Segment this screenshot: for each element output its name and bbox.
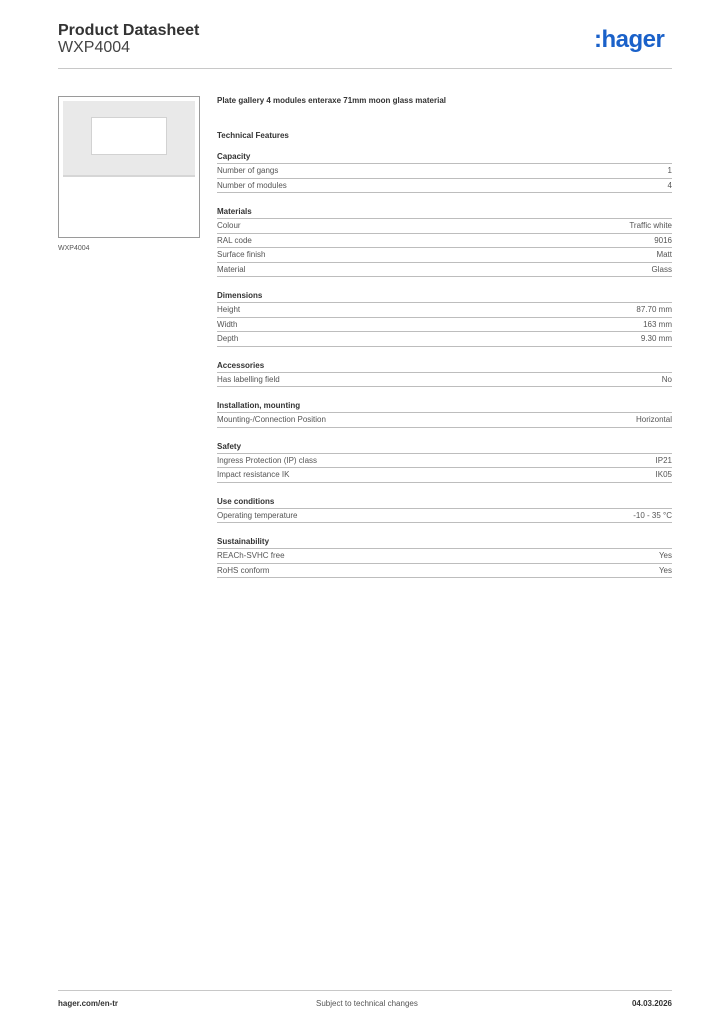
- hager-logo: [594, 28, 664, 52]
- spec-value: IK05: [655, 470, 672, 479]
- spec-row: [217, 219, 672, 234]
- spec-value: Yes: [658, 551, 672, 560]
- spec-label: Height: [217, 305, 241, 314]
- spec-value: 163 mm: [643, 319, 672, 329]
- spec-row: [217, 468, 672, 483]
- specification-content: [217, 96, 672, 578]
- spec-label: Width: [217, 319, 238, 329]
- spec-label: Operating temperature: [217, 510, 298, 520]
- spec-label: Ingress Protection (IP) class: [217, 455, 318, 465]
- spec-label: Depth: [217, 334, 239, 343]
- spec-value: 4: [667, 180, 672, 190]
- product-description: Plate gallery 4 modules enteraxe 71mm moon glass material: [217, 96, 446, 105]
- spec-row: [217, 303, 672, 318]
- spec-value: -10 - 35 °C: [633, 510, 672, 520]
- spec-row: [217, 413, 672, 428]
- footer-divider: [58, 990, 672, 991]
- spec-label: Number of gangs: [217, 166, 279, 175]
- spec-label: Material: [217, 264, 246, 274]
- spec-row: [217, 454, 672, 469]
- spec-label: Colour: [217, 221, 241, 230]
- spec-section-title: Materials: [217, 207, 672, 219]
- spec-row: [217, 373, 672, 388]
- spec-section-title: Sustainability: [217, 537, 672, 549]
- spec-label: Impact resistance IK: [217, 470, 290, 479]
- spec-value: Traffic white: [629, 221, 672, 230]
- spec-value: Matt: [656, 250, 672, 259]
- plate-module-window: [91, 117, 167, 155]
- footer-date: 04.03.2026: [631, 999, 672, 1008]
- logo-text: hager: [601, 26, 665, 53]
- specification-sections: [217, 152, 672, 578]
- product-image: [58, 96, 200, 238]
- spec-row: [217, 234, 672, 249]
- spec-section: [217, 442, 672, 483]
- spec-row: [217, 179, 672, 194]
- technical-features-heading: Technical Features: [217, 131, 289, 140]
- spec-row: [217, 509, 672, 524]
- spec-label: Surface finish: [217, 250, 266, 259]
- glass-plate-illustration: [63, 101, 195, 177]
- spec-section-title: Installation, mounting: [217, 401, 672, 413]
- product-number: WXP4004: [58, 39, 131, 56]
- spec-section: [217, 497, 672, 524]
- logo-prefix: :: [594, 26, 602, 53]
- product-image-caption: WXP4004: [58, 245, 90, 252]
- spec-value: Horizontal: [635, 415, 672, 424]
- spec-value: 9016: [654, 235, 672, 245]
- spec-value: 87.70 mm: [636, 305, 672, 314]
- spec-row: [217, 164, 672, 179]
- spec-section-title: Use conditions: [217, 497, 672, 509]
- spec-row: [217, 549, 672, 564]
- spec-label: REACh-SVHC free: [217, 551, 285, 560]
- spec-section: [217, 537, 672, 578]
- spec-label: RAL code: [217, 235, 252, 245]
- spec-label: Has labelling field: [217, 374, 280, 384]
- spec-value: Glass: [651, 264, 672, 274]
- spec-row: [217, 332, 672, 347]
- spec-section: [217, 291, 672, 347]
- spec-section-title: Dimensions: [217, 291, 672, 303]
- spec-section: [217, 207, 672, 277]
- spec-value: 9.30 mm: [640, 334, 672, 343]
- spec-value: Yes: [658, 565, 672, 575]
- spec-value: 1: [667, 166, 672, 175]
- spec-label: Mounting-/Connection Position: [217, 415, 326, 424]
- spec-label: RoHS conform: [217, 565, 270, 575]
- spec-row: [217, 564, 672, 579]
- spec-label: Number of modules: [217, 180, 287, 190]
- spec-row: [217, 263, 672, 278]
- footer-website: hager.com/en-tr: [58, 999, 119, 1008]
- spec-section-title: Safety: [217, 442, 672, 454]
- page-title: Product Datasheet: [58, 22, 200, 39]
- header-divider: [58, 68, 672, 69]
- spec-value: IP21: [655, 455, 672, 465]
- spec-value: No: [661, 374, 672, 384]
- spec-section-title: Accessories: [217, 361, 672, 373]
- spec-section: [217, 401, 672, 428]
- spec-section: [217, 152, 672, 193]
- footer-notice: Subject to technical changes: [316, 999, 418, 1008]
- spec-section: [217, 361, 672, 388]
- spec-row: [217, 318, 672, 333]
- spec-row: [217, 248, 672, 263]
- spec-section-title: Capacity: [217, 152, 672, 164]
